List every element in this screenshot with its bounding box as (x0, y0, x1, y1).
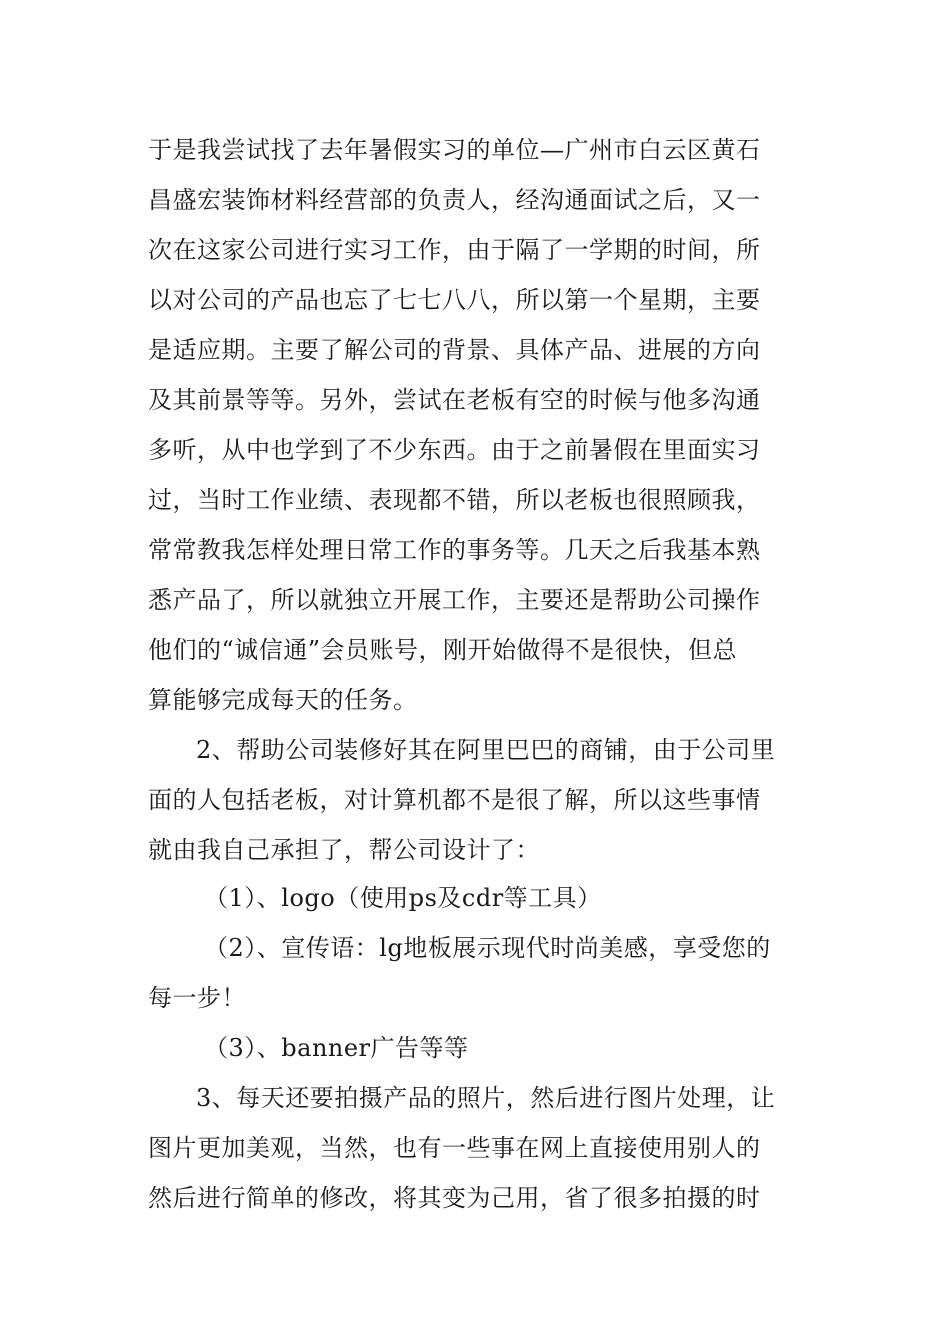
text-line: 每一步！ (148, 984, 246, 1012)
text-line: 于是我尝试找了去年暑假实习的单位—广州市白云区黄石 (148, 136, 761, 164)
text-line: 图片更加美观，当然，也有一些事在网上直接使用别人的 (148, 1134, 761, 1162)
text-line: 面的人包括老板，对计算机都不是很了解，所以这些事情 (148, 786, 761, 814)
paragraph-start-line: 2、帮助公司装修好其在阿里巴巴的商铺，由于公司里 (196, 736, 776, 764)
text-line: 以对公司的产品也忘了七七八八，所以第一个星期，主要 (148, 286, 761, 314)
list-item: （2）、宣传语：lg地板展示现代时尚美感，享受您的 (204, 934, 771, 962)
text-line: 他们的“诚信通”会员账号，刚开始做得不是很快，但总 (148, 636, 738, 664)
text-line: 昌盛宏装饰材料经营部的负责人，经沟通面试之后，又一 (148, 186, 761, 214)
text-line: 常常教我怎样处理日常工作的事务等。几天之后我基本熟 (148, 536, 761, 564)
list-item: （1）、logo（使用ps及cdr等工具） (204, 884, 602, 912)
text-line: 过，当时工作业绩、表现都不错，所以老板也很照顾我， (148, 486, 761, 514)
text-line: 悉产品了，所以就独立开展工作，主要还是帮助公司操作 (148, 586, 761, 614)
text-line: 算能够完成每天的任务。 (148, 686, 418, 714)
list-item: （3）、banner广告等等 (204, 1034, 469, 1062)
text-line: 次在这家公司进行实习工作，由于隔了一学期的时间，所 (148, 236, 761, 264)
text-line: 然后进行简单的修改，将其变为己用，省了很多拍摄的时 (148, 1184, 761, 1212)
text-line: 及其前景等等。另外，尝试在老板有空的时候与他多沟通 (148, 386, 761, 414)
text-line: 是适应期。主要了解公司的背景、具体产品、进展的方向 (148, 336, 761, 364)
text-line: 就由我自己承担了，帮公司设计了： (148, 836, 540, 864)
text-line: 多听，从中也学到了不少东西。由于之前暑假在里面实习 (148, 436, 761, 464)
paragraph-start-line: 3、每天还要拍摄产品的照片，然后进行图片处理，让 (196, 1084, 776, 1112)
